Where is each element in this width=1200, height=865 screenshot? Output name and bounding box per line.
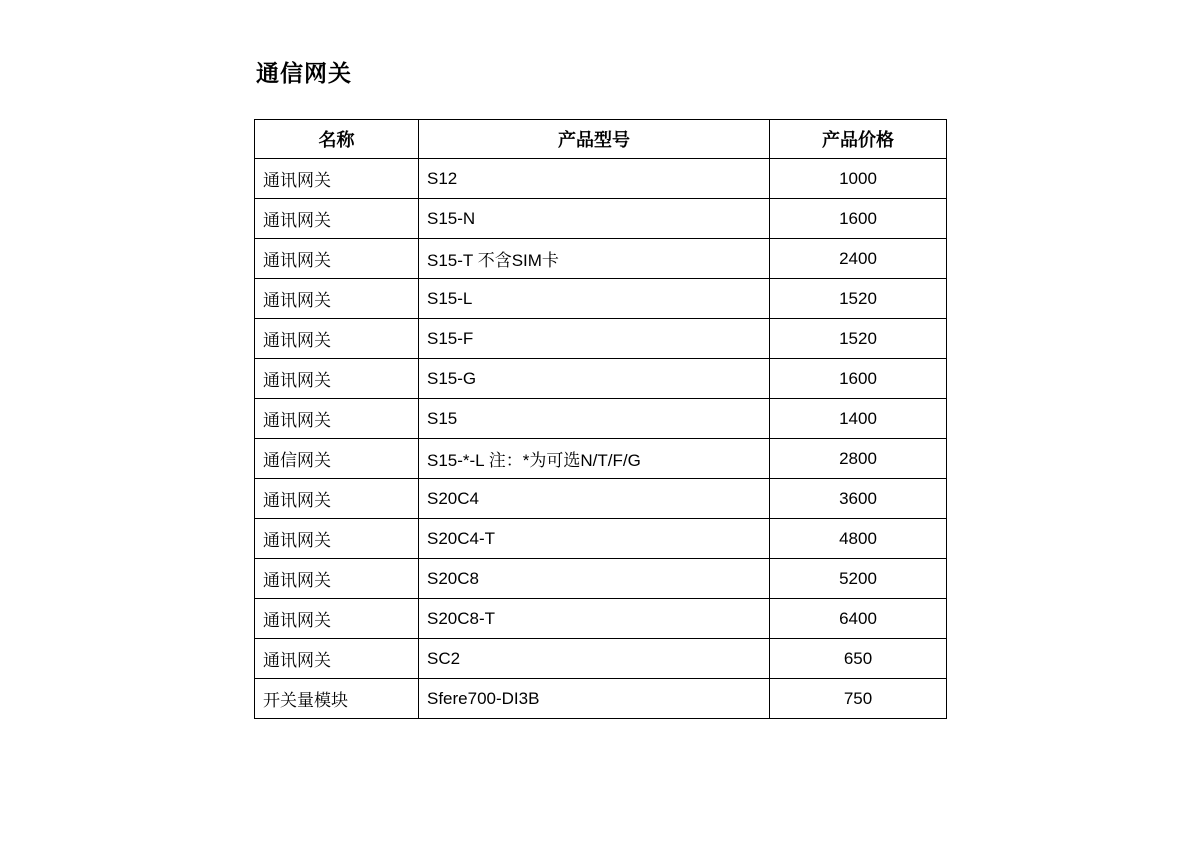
table-header-row xyxy=(255,120,947,159)
table-row xyxy=(255,239,947,279)
table-row xyxy=(255,679,947,719)
table-row xyxy=(255,599,947,639)
cell-product-model: S15-N xyxy=(419,199,770,239)
cell-product-model: S12 xyxy=(419,159,770,199)
cell-product-price: 1600 xyxy=(770,359,947,399)
table-header xyxy=(255,120,947,159)
price-table-container xyxy=(254,119,946,719)
cell-product-name: 通讯网关 xyxy=(255,319,419,359)
cell-product-price: 1000 xyxy=(770,159,947,199)
cell-product-name: 通讯网关 xyxy=(255,279,419,319)
cell-product-price: 2800 xyxy=(770,439,947,479)
cell-product-name: 通讯网关 xyxy=(255,599,419,639)
cell-product-price: 3600 xyxy=(770,479,947,519)
cell-product-model: S20C8-T xyxy=(419,599,770,639)
table-row xyxy=(255,279,947,319)
cell-product-name: 通讯网关 xyxy=(255,199,419,239)
cell-product-name: 通讯网关 xyxy=(255,519,419,559)
cell-product-name: 通讯网关 xyxy=(255,479,419,519)
cell-product-price: 1400 xyxy=(770,399,947,439)
cell-product-model: S15-F xyxy=(419,319,770,359)
cell-product-price: 4800 xyxy=(770,519,947,559)
table-row xyxy=(255,199,947,239)
table-row xyxy=(255,159,947,199)
cell-product-price: 2400 xyxy=(770,239,947,279)
column-header-price: 产品价格 xyxy=(770,120,947,159)
cell-product-price: 5200 xyxy=(770,559,947,599)
cell-product-name: 开关量模块 xyxy=(255,679,419,719)
table-row xyxy=(255,559,947,599)
cell-product-name: 通讯网关 xyxy=(255,559,419,599)
table-body xyxy=(255,159,947,719)
cell-product-model: S20C8 xyxy=(419,559,770,599)
cell-product-model: S20C4-T xyxy=(419,519,770,559)
column-header-name: 名称 xyxy=(255,120,419,159)
cell-product-model: SC2 xyxy=(419,639,770,679)
cell-product-name: 通信网关 xyxy=(255,439,419,479)
cell-product-name: 通讯网关 xyxy=(255,359,419,399)
table-row xyxy=(255,479,947,519)
cell-product-model: S15-T 不含SIM卡 xyxy=(419,239,770,279)
cell-product-model: S15-L xyxy=(419,279,770,319)
product-price-table xyxy=(254,119,947,719)
cell-product-model: S15 xyxy=(419,399,770,439)
cell-product-model: S15-*-L 注：*为可选N/T/F/G xyxy=(419,439,770,479)
table-row xyxy=(255,519,947,559)
cell-product-price: 750 xyxy=(770,679,947,719)
cell-product-price: 1520 xyxy=(770,319,947,359)
table-row xyxy=(255,319,947,359)
cell-product-price: 1600 xyxy=(770,199,947,239)
column-header-model: 产品型号 xyxy=(419,120,770,159)
cell-product-model: Sfere700-DI3B xyxy=(419,679,770,719)
page-title: 通信网关 xyxy=(256,60,352,86)
table-row xyxy=(255,359,947,399)
cell-product-name: 通讯网关 xyxy=(255,639,419,679)
cell-product-name: 通讯网关 xyxy=(255,239,419,279)
table-row xyxy=(255,639,947,679)
cell-product-price: 650 xyxy=(770,639,947,679)
cell-product-name: 通讯网关 xyxy=(255,159,419,199)
cell-product-name: 通讯网关 xyxy=(255,399,419,439)
table-row xyxy=(255,439,947,479)
table-row xyxy=(255,399,947,439)
cell-product-model: S20C4 xyxy=(419,479,770,519)
cell-product-price: 1520 xyxy=(770,279,947,319)
cell-product-price: 6400 xyxy=(770,599,947,639)
cell-product-model: S15-G xyxy=(419,359,770,399)
